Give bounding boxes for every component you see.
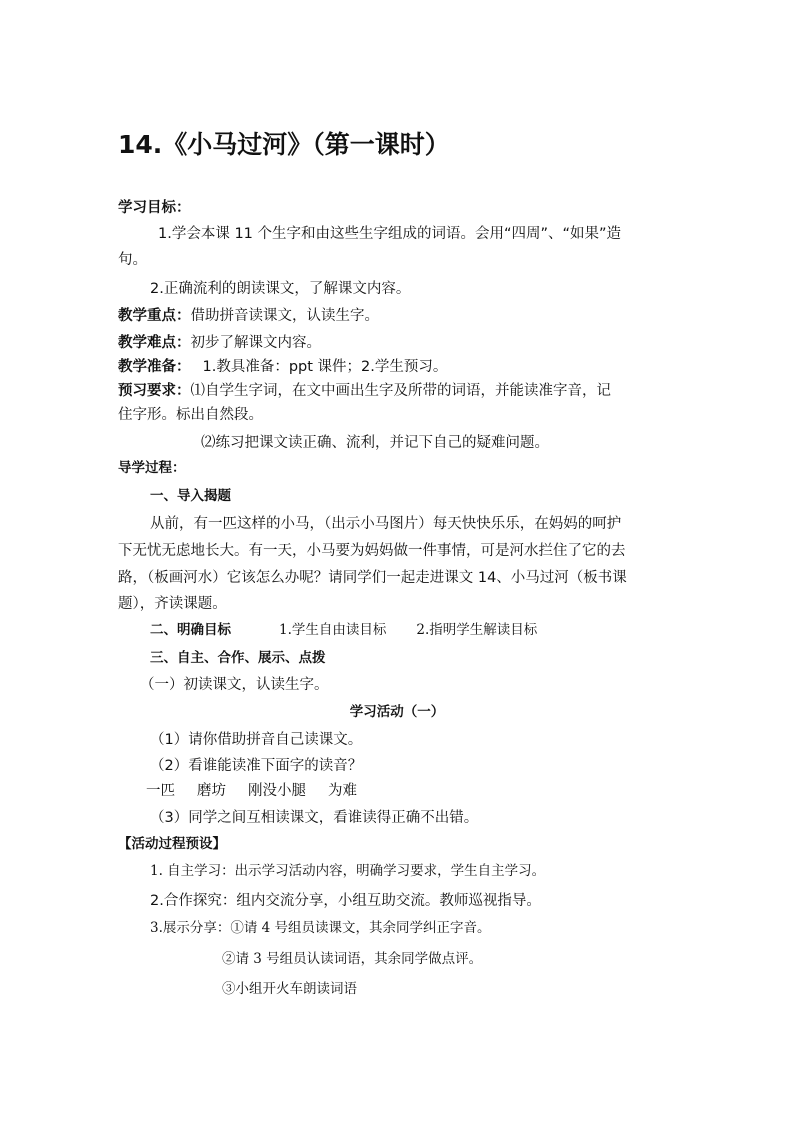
section-2-item-1: 1.学生自由读目标	[279, 622, 387, 638]
preset-item-1: 1. 自主学习：出示学习活动内容，明确学习要求，学生自主学习。	[150, 863, 546, 879]
objective-1-line-1: 1.学会本课 11 个生字和由这些生字组成的词语。会用“四周”、“如果”造	[158, 226, 622, 242]
preparation	[118, 357, 447, 377]
part-1: （一）初读课文，认读生字。	[140, 677, 329, 693]
activity-step-1: （1）请你借助拼音自己读课文。	[150, 732, 363, 748]
preview-line-2: 住字形。标出自然段。	[118, 407, 263, 423]
section-3-heading: 三、自主、合作、展示、点拨	[150, 650, 326, 666]
key-point	[118, 306, 379, 326]
section-2	[150, 620, 537, 640]
key-point-text: 借助拼音读课文，认读生字。	[190, 308, 379, 324]
difficulty-label: 教学难点：	[118, 335, 191, 351]
lesson-title: 14.《小马过河》（第一课时）	[118, 130, 450, 159]
preset-item-3c: ③小组开火车朗读词语	[222, 981, 357, 997]
activity-title: 学习活动（一）	[349, 704, 445, 720]
objectives-heading: 学习目标：	[118, 200, 191, 216]
preset-item-2: 2.合作探究：组内交流分享，小组互助交流。教师巡视指导。	[150, 893, 541, 909]
preview-label: 预习要求：	[118, 383, 191, 399]
word-4: 为难	[328, 783, 357, 799]
intro-line-2: 下无忧无虑地长大。有一天，小马要为妈妈做一件事情，可是河水拦住了它的去	[118, 543, 626, 559]
preparation-label: 教学准备：	[118, 359, 191, 375]
preview-line-1	[118, 381, 611, 401]
word-1: 一匹	[146, 783, 175, 799]
objective-1-line-2: 句。	[118, 252, 147, 268]
preparation-text: 1.教具准备：ppt 课件；2.学生预习。	[202, 359, 448, 375]
preset-heading: 【活动过程预设】	[118, 836, 226, 852]
preview-text-1: ⑴自学生字词，在文中画出生字及所带的词语，并能读准字音，记	[190, 383, 611, 399]
activity-step-2: （2）看谁能读准下面字的读音？	[150, 758, 363, 774]
preview-line-3: ⑵练习把课文读正确、流利，并记下自己的疑难问题。	[201, 435, 549, 451]
word-2: 磨坊	[197, 783, 226, 799]
intro-line-1: 从前，有一匹这样的小马，（出示小马图片）每天快快乐乐，在妈妈的呵护	[150, 516, 622, 532]
section-2-item-2: 2.指明学生解读目标	[416, 622, 538, 638]
section-1-heading: 一、导入揭题	[150, 488, 231, 504]
intro-line-4: 题），齐读课题。	[118, 596, 227, 612]
section-2-heading: 二、明确目标	[150, 622, 231, 638]
process-heading: 导学过程：	[118, 460, 186, 476]
objective-2: 2.正确流利的朗读课文，了解课文内容。	[150, 281, 411, 297]
word-3: 刚没小腿	[248, 783, 306, 799]
activity-step-3: （3）同学之间互相读课文，看谁读得正确不出错。	[150, 810, 479, 826]
intro-line-3: 路，（板画河水）它该怎么办呢？请同学们一起走进课文 14、小马过河（板书课	[118, 570, 627, 586]
preset-item-3b: ②请 3 号组员认读词语，其余同学做点评。	[222, 951, 483, 967]
preset-item-3: 3.展示分享：①请 4 号组员读课文，其余同学纠正字音。	[150, 920, 491, 936]
difficulty	[118, 333, 321, 353]
key-point-label: 教学重点：	[118, 308, 191, 324]
vocabulary-words	[146, 781, 357, 801]
difficulty-text: 初步了解课文内容。	[190, 335, 321, 351]
